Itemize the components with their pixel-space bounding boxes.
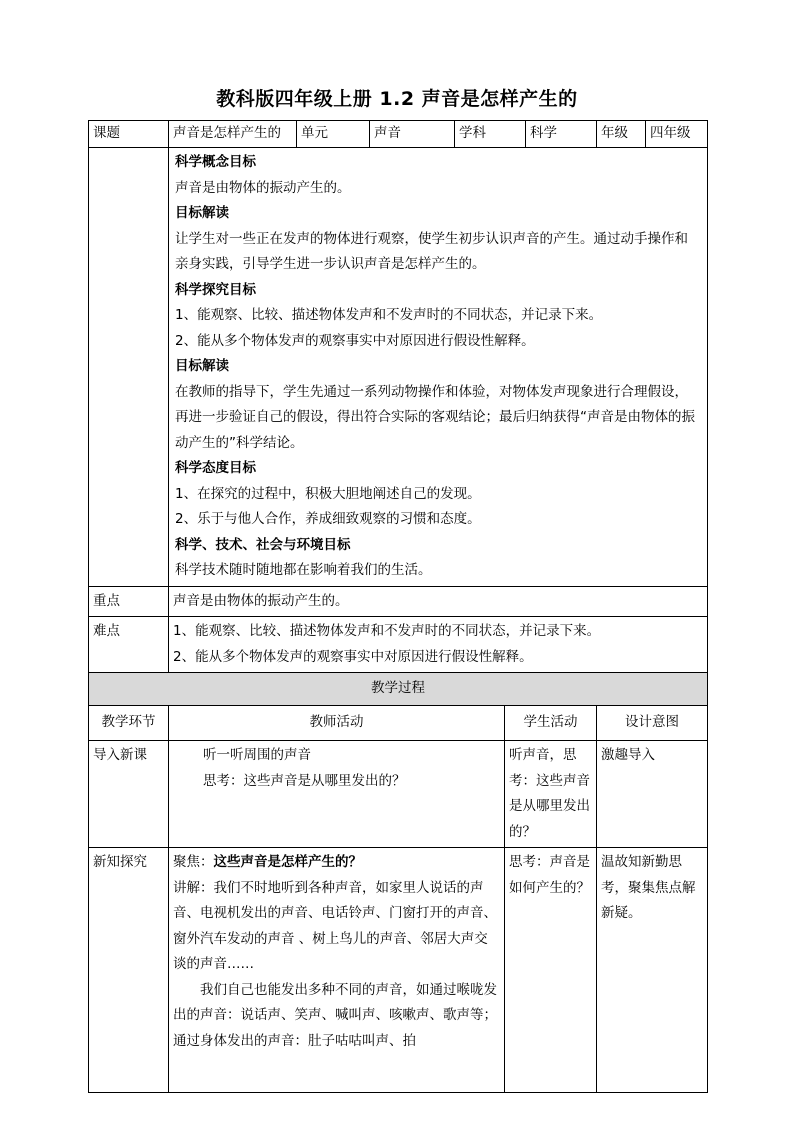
- process-column-header-row: [89, 706, 708, 741]
- process-row-intro: [89, 741, 708, 848]
- inquiry-item-2: 2、能从多个物体发声的观察事实中对原因进行假设性解释。: [175, 332, 535, 349]
- lesson-plan-table: [88, 120, 708, 1093]
- concept-interp-heading: 目标解读: [175, 205, 229, 221]
- teacher-line-2: 思考：这些声音是从哪里发出的？: [203, 772, 406, 789]
- inquiry-interp-heading: 目标解读: [175, 358, 229, 374]
- key-point-label: 重点: [89, 586, 169, 617]
- key-point-row: [89, 586, 708, 617]
- attitude-item-1: 1、在探究的过程中，积极大胆地阐述自己的发现。: [175, 485, 481, 502]
- teacher-paragraph-1: 讲解：我们不时地听到各种声音，如家里人说话的声音、电视机发出的声音、电话铃声、门窗打开的声音、窗外汽车发动的声音 、树上鸟儿的声音、邻居大声交谈的声音……: [173, 879, 497, 972]
- inquiry-interp-text: 在教师的指导下，学生先通过一系列动物操作和体验，对物体发声现象进行合理假设，再进一步验证自己的假设，得出符合实际的客观结论；最后归纳获得“声音是由物体的振动产生的”科学结论。: [175, 383, 695, 451]
- sts-text: 科学技术随时随地都在影响着我们的生活。: [175, 562, 432, 578]
- concept-heading: 科学概念目标: [175, 154, 256, 170]
- difficulty-item-2: 2、能从多个物体发声的观察事实中对原因进行假设性解释。: [173, 648, 533, 665]
- col-intent: 设计意图: [597, 706, 708, 741]
- unit-value: 声音: [370, 121, 455, 148]
- stage-cell: 新知探究: [89, 848, 169, 1093]
- lesson-value: 声音是怎样产生的: [169, 121, 297, 148]
- process-heading-row: [89, 673, 708, 706]
- focus-question: 这些声音是怎样产生的？: [213, 854, 362, 870]
- inquiry-heading: 科学探究目标: [175, 281, 256, 298]
- grade-value: 四年级: [646, 121, 708, 148]
- teacher-cell: [169, 741, 505, 848]
- attitude-heading: 科学态度目标: [175, 460, 256, 476]
- focus-label: 聚焦：: [173, 854, 214, 870]
- col-stage: 教学环节: [89, 706, 169, 741]
- teacher-line-1: 听一听周围的声音: [203, 747, 311, 763]
- info-row: [89, 121, 708, 148]
- subject-value: 科学: [526, 121, 597, 148]
- difficulty-row: [89, 617, 708, 673]
- process-row-explore: [89, 848, 708, 1093]
- lesson-label: 课题: [89, 121, 169, 148]
- subject-label: 学科: [455, 121, 526, 148]
- objectives-cell: [169, 148, 708, 587]
- difficulty-cell: [169, 617, 708, 673]
- col-student: 学生活动: [505, 706, 597, 741]
- col-teacher: 教师活动: [169, 706, 505, 741]
- teacher-cell: [169, 848, 505, 1093]
- teacher-paragraph-2: 我们自己也能发出多种不同的声音，如通过喉咙发出的声音：说话声、笑声、喊叫声、咳嗽声、歌声等；通过身体发出的声音：肚子咕咕叫声、拍: [173, 981, 497, 1049]
- focus-line: [173, 850, 500, 876]
- unit-label: 单元: [297, 121, 370, 148]
- grade-label: 年级: [597, 121, 646, 148]
- stage-cell: 导入新课: [89, 741, 169, 848]
- objectives-row: [89, 148, 708, 587]
- intent-cell: 温故知新勤思考，聚集焦点解新疑。: [597, 848, 708, 1093]
- document-title: 教科版四年级上册 1.2 声音是怎样产生的: [216, 88, 578, 110]
- difficulty-label: 难点: [89, 617, 169, 673]
- concept-interp-text: 让学生对一些正在发声的物体进行观察，使学生初步认识声音的产生。通过动手操作和亲身实践，引导学生进一步认识声音是怎样产生的。: [175, 230, 688, 272]
- difficulty-item-1: 1、能观察、比较、描述物体发声和不发声时的不同状态，并记录下来。: [173, 623, 601, 639]
- attitude-item-2: 2、乐于与他人合作，养成细致观察的习惯和态度。: [175, 511, 481, 527]
- objectives-label-cell: [89, 148, 169, 587]
- sts-heading: 科学、技术、社会与环境目标: [175, 536, 351, 553]
- process-heading: 教学过程: [89, 673, 708, 706]
- student-cell: 思考：声音是如何产生的？: [505, 848, 597, 1093]
- key-point-text: 声音是由物体的振动产生的。: [169, 586, 708, 617]
- intent-cell: 激趣导入: [597, 741, 708, 848]
- inquiry-item-1: 1、能观察、比较、描述物体发声和不发声时的不同状态，并记录下来。: [175, 307, 603, 323]
- student-cell: 听声音，思考：这些声音是从哪里发出的？: [505, 741, 597, 848]
- concept-text: 声音是由物体的振动产生的。: [175, 179, 351, 196]
